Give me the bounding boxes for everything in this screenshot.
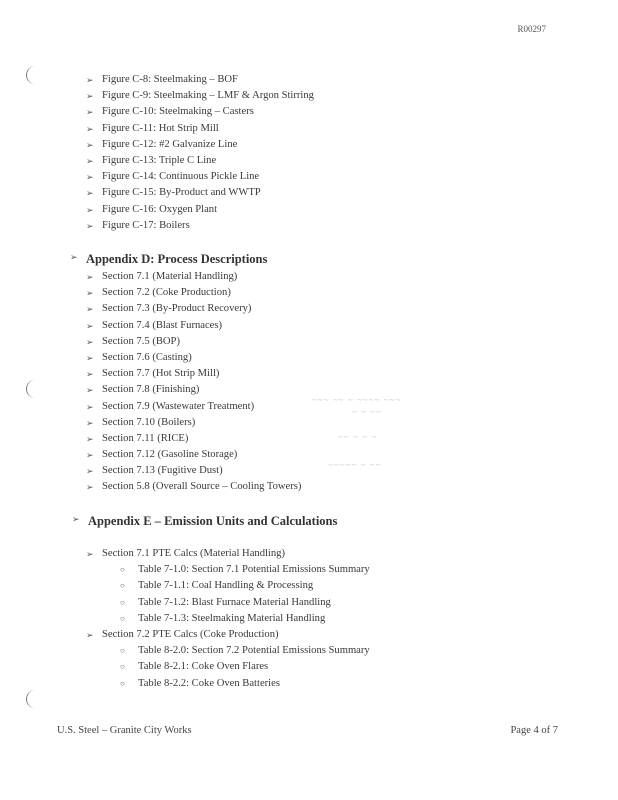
bullet-icon: ➢ [86,188,94,199]
bullet-icon: ➢ [86,123,94,134]
list-item [0,659,618,675]
bullet-icon: ➢ [86,272,94,282]
list-item [0,121,618,137]
list-item [0,382,618,398]
bullet-icon: ➢ [86,75,94,85]
section-label: Section 7.2 (Coke Production) [102,287,231,299]
punch-hole-bottom [26,690,39,708]
table-label: Table 7-1.3: Steelmaking Material Handling [138,612,326,624]
bullet-icon: ➢ [72,514,80,524]
bullet-icon: ➢ [86,320,94,331]
figure-label: Figure C-16: Oxygen Plant [102,203,218,215]
emission-calcs-list [0,546,618,692]
table-label: Table 8-2.0: Section 7.2 Potential Emissions Summary [138,645,370,657]
figure-label: Figure C-17: Boilers [102,219,190,231]
list-item [0,301,618,317]
bullet-icon: ➢ [86,352,94,363]
appendix-d-heading [70,252,268,267]
section-label: Section 7.7 (Hot Strip Mill) [102,368,220,380]
process-description-list [0,269,618,496]
section-label: Section 7.8 (Finishing) [102,384,200,396]
list-item [0,415,618,431]
figure-label: Figure C-10: Steelmaking – Casters [102,106,254,118]
scan-artifact: ~~~~~ ~ ~~ [328,460,382,470]
bullet-icon: ➢ [86,336,94,347]
table-label: Table 8-2.2: Coke Oven Batteries [138,677,280,689]
list-item [0,447,618,463]
bullet-icon: ➢ [86,385,94,396]
section-label: Section 7.12 (Gasoline Storage) [102,449,238,461]
bullet-icon: ➢ [86,450,94,461]
list-item [0,218,618,234]
section-label: Section 7.13 (Fugitive Dust) [102,465,223,477]
section-label: Section 7.3 (By-Product Recovery) [102,303,252,315]
section-label: Section 7.11 (RICE) [102,432,189,444]
figure-label: Figure C-8: Steelmaking – BOF [102,74,238,85]
list-item [0,137,618,153]
scan-artifact: ~~~ ~~ ~ ~~~~ ~~~ [312,395,402,405]
list-item [0,562,618,578]
bullet-icon: ➢ [86,139,94,150]
bullet-icon: ○ [120,613,125,623]
bullet-icon: ➢ [86,369,94,380]
bullet-icon: ○ [120,662,125,672]
figure-label: Figure C-13: Triple C Line [102,154,217,166]
bullet-icon: ➢ [86,401,94,412]
list-item [0,399,618,415]
section-label: Section 7.1 PTE Calcs (Material Handling) [102,548,285,559]
section-label: Section 7.9 (Wastewater Treatment) [102,400,255,412]
bullet-icon: ➢ [86,172,94,183]
bullet-icon: ➢ [86,417,94,428]
list-item [0,169,618,185]
list-item [0,366,618,382]
appendix-d-title: Appendix D: Process Descriptions [86,252,268,266]
figure-label: Figure C-11: Hot Strip Mill [102,122,219,134]
list-item [0,88,618,104]
list-item [0,627,618,643]
bullet-icon: ➢ [86,304,94,315]
section-label: Section 7.2 PTE Calcs (Coke Production) [102,628,279,640]
bullet-icon: ○ [120,597,125,607]
figure-list [0,72,618,234]
bullet-icon: ➢ [86,220,94,231]
bullet-icon: ○ [120,581,125,591]
footer-page-number: Page 4 of 7 [510,725,558,736]
bullet-icon: ➢ [86,107,94,118]
list-item [0,578,618,594]
scan-artifact: ~~ ~ ~ ~ [338,432,378,442]
bullet-icon: ➢ [86,549,94,559]
bullet-icon: ○ [120,678,125,688]
section-label: Section 7.5 (BOP) [102,335,180,347]
bullet-icon: ➢ [70,252,78,262]
list-item [0,269,618,285]
list-item [0,676,618,692]
section-label: Section 5.8 (Overall Source – Cooling Towers) [102,481,302,493]
list-item [0,463,618,479]
list-item [0,611,618,627]
appendix-e-heading [72,514,338,529]
bullet-icon: ➢ [86,466,94,477]
bullet-icon: ➢ [86,482,94,493]
page-id: R00297 [517,24,546,34]
list-item [0,350,618,366]
bullet-icon: ➢ [86,433,94,444]
bullet-icon: ➢ [86,155,94,166]
bullet-icon: ➢ [86,204,94,215]
list-item [0,595,618,611]
figure-label: Figure C-15: By-Product and WWTP [102,187,261,199]
section-label: Section 7.10 (Boilers) [102,416,196,428]
list-item [0,546,618,562]
section-label: Section 7.1 (Material Handling) [102,271,238,282]
list-item [0,104,618,120]
figure-label: Figure C-12: #2 Galvanize Line [102,138,238,150]
bullet-icon: ○ [120,646,125,656]
list-item [0,72,618,88]
list-item [0,285,618,301]
list-item [0,334,618,350]
list-item [0,318,618,334]
bullet-icon: ➢ [86,91,94,102]
section-label: Section 7.4 (Blast Furnaces) [102,319,223,331]
table-label: Table 8-2.1: Coke Oven Flares [138,661,269,673]
bullet-icon: ➢ [86,629,94,640]
scan-artifact: ~ ~ ~~ [352,407,382,417]
footer-facility: U.S. Steel – Granite City Works [57,725,192,736]
table-label: Table 7-1.2: Blast Furnace Material Handling [138,596,331,608]
table-label: Table 7-1.1: Coal Handling & Processing [138,580,314,592]
figure-label: Figure C-9: Steelmaking – LMF & Argon Stirring [102,90,314,102]
appendix-e-title: Appendix E – Emission Units and Calculations [88,514,338,528]
list-item [0,479,618,495]
list-item [0,153,618,169]
figure-label: Figure C-14: Continuous Pickle Line [102,171,260,183]
bullet-icon: ○ [120,565,125,575]
section-label: Section 7.6 (Casting) [102,351,192,363]
list-item [0,185,618,201]
list-item [0,202,618,218]
list-item [0,643,618,659]
list-item [0,431,618,447]
bullet-icon: ➢ [86,288,94,299]
table-label: Table 7-1.0: Section 7.1 Potential Emissions Summary [138,564,370,576]
